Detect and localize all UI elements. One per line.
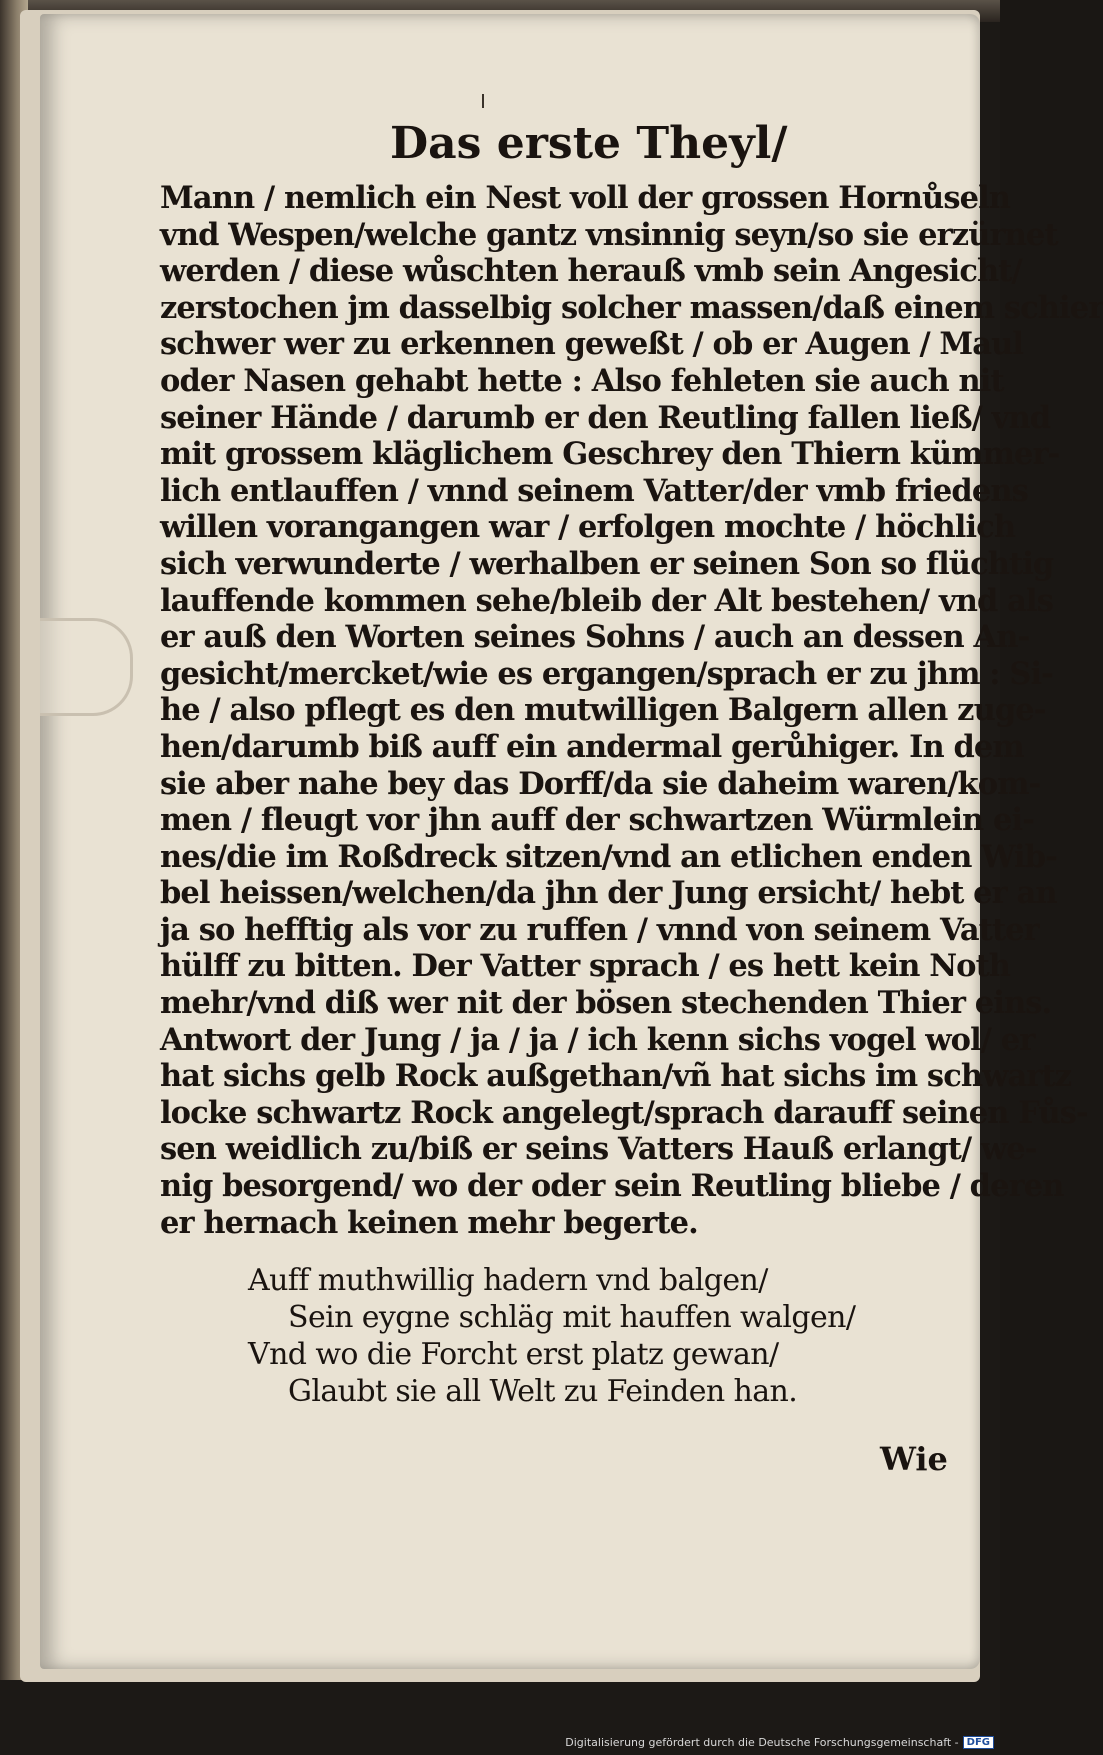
body-line: oder Nasen gehabt hette : Also fehleten sie auch nit [160,362,1004,399]
body-line: zerstochen jm dasselbig solcher massen/daß einem schier [160,289,1103,326]
catchword: Wie [880,1440,948,1478]
body-line: hülff zu bitten. Der Vatter sprach / es hett kein Noth [160,948,1011,985]
body-line: sie aber nahe bey das Dorff/da sie daheim waren/kom- [160,765,1041,802]
body-text [160,180,1103,1241]
body-line: lich entlauffen / vnnd seinem Vatter/der vmb friedens [160,472,1028,509]
poem [248,1262,856,1410]
body-line: lauffende kommen sehe/bleib der Alt bestehen/ vnd als [160,582,1054,619]
body-line: bel heissen/welchen/da jhn der Jung ersicht/ hebt er an [160,875,1057,912]
body-line: nig besorgend/ wo der oder sein Reutling bliebe / deren [160,1168,1064,1205]
page-mark [482,94,484,108]
body-line: vnd Wespen/welche gantz vnsinnig seyn/so sie erzürnet [160,216,1058,253]
digitization-credit [565,1736,994,1749]
body-line: hat sichs gelb Rock außgethan/vñ hat sichs im schwartz [160,1058,1072,1095]
body-line: ja so hefftig als vor zu ruffen / vnnd von seinem Vatter [160,911,1039,948]
body-line: locke schwartz Rock angelegt/sprach darauff seinen Fůs- [160,1094,1088,1131]
body-line: werden / diese wůschten herauß vmb sein Angesicht/ [160,253,1022,290]
poem-verse: Sein eygne schläg mit hauffen walgen/ [288,1300,856,1335]
body-line: mit grossem kläglichem Geschrey den Thiern kümmer- [160,436,1060,473]
body-line: gesicht/mercket/wie es ergangen/sprach er zu jhm : Si- [160,655,1053,692]
body-line: schwer wer zu erkennen geweßt / ob er Augen / Maul [160,326,1024,363]
credit-text: Digitalisierung gefördert durch die Deutsche Forschungsgemeinschaft - [565,1736,959,1749]
body-line: willen vorangangen war / erfolgen mochte / höchlich [160,509,1016,546]
body-line: er hernach keinen mehr begerte. [160,1204,698,1241]
body-line: er auß den Worten seines Sohns / auch an dessen An- [160,619,1030,656]
body-line: men / fleugt vor jhn auff der schwartzen Würmlein ei- [160,802,1034,839]
body-line: Mann / nemlich ein Nest voll der grossen Hornůseln [160,180,1011,216]
body-line: he / also pflegt es den mutwilligen Balgern allen zuge- [160,692,1046,729]
poem-verse: Glaubt sie all Welt zu Feinden han. [288,1374,798,1409]
poem-verse: Auff muthwillig hadern vnd balgen/ [248,1263,768,1298]
body-line: hen/darumb biß auff ein andermal gerůhiger. In dem [160,728,1024,765]
body-line: mehr/vnd diß wer nit der bösen stechenden Thier eins. [160,985,1052,1022]
body-line: Antwort der Jung / ja / ja / ich kenn sichs vogel wol/ er [160,1021,1035,1058]
dfg-logo: DFG [963,1736,994,1749]
poem-verse: Vnd wo die Forcht erst platz gewan/ [248,1337,779,1372]
body-line: sich verwunderte / werhalben er seinen Son so flüchtig [160,545,1054,582]
page-tab-outline [40,618,133,716]
running-header: Das erste Theyl/ [390,118,788,169]
body-line: seiner Hände / darumb er den Reutling fallen ließ/ vnd [160,399,1051,436]
body-line: nes/die im Roßdreck sitzen/vnd an etlichen enden Wib- [160,838,1057,875]
body-line: sen weidlich zu/biß er seins Vatters Hauß erlangt/ we- [160,1131,1037,1168]
